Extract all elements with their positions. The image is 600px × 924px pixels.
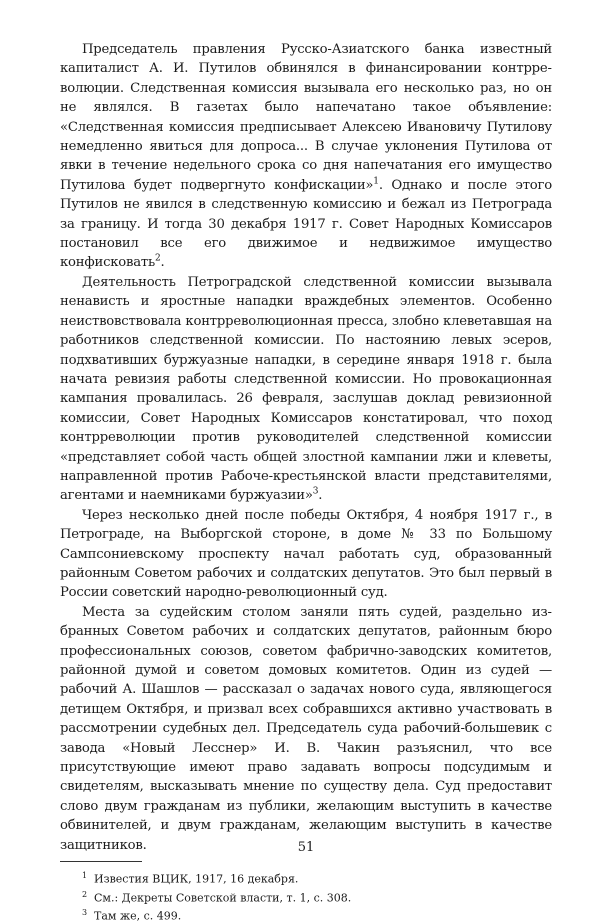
page-number: 51 — [297, 840, 315, 855]
paragraph-text: Председатель правления Русско-Азиатского банка известный капиталист А. И. Путилов обвинялся в финансировании контрреволюции. Следственная комиссия вызывала его несколько раз, но он не являлся. В газетах было напечатано такое объявление: «Следственная комиссия предписывает Алексею Ивановичу Путилову немедленно явиться для допроса... В случае уклонения Путилова от явки в течение недельного срока со дня напечатания его имущество Путилова будет подвергнуто конфискации» — [60, 42, 552, 193]
paragraph-text: Деятельность Петроградской следственной комиссии вызывала ненависть и яростные нападки враждебных элементов. Особенно неиствовствовала контрреволюционная пресса, злобно клеветавшая на работников следственной комиссии. По настоянию левых эсеров, подхвативших буржуазные нападки, в середине января 1918 г. была начата ревизия работы следственной комиссии. Но провокационная кампания провалилась. 26 февраля, заслушав доклад ревизионной комиссии, Совет Народных Комиссаров констатировал, что поход контрреволюции против руководителей следственной комиссии «представляет собой часть общей злостной кампании лжи и клеветы, направленной против Рабоче-крестьянской власти представителями, агентами и наемниками буржуазии» — [60, 274, 552, 504]
footnote-mark: 3 — [82, 908, 88, 918]
paragraph-text: Через несколько дней после победы Октября, 4 ноября 1917 г., в Петрограде, на Выборгской стороне, в доме № 33 по Большому Сампсониевскому проспекту начал работать суд, образованный районным Советом рабочих и солдатских депутатов. Это был первый в России советский народно-революционный суд. — [60, 507, 552, 601]
footnote-divider — [60, 861, 142, 862]
footnote-1 — [60, 868, 552, 887]
paragraph-text: . Однако и после этого Путилов не явился в следственную комиссию и бежал из Петрограда за границу. И тогда 30 декабря 1917 г. Совет Народных Комиссаров постановил все его движимое и недвижимое имущество конфисковать — [60, 177, 552, 271]
footnote-ref: 1 — [373, 176, 379, 187]
paragraph-text: Места за судейским столом заняли пять судей, раздельно избранных Советом рабочих и солдатских депутатов, районным бюро профессиональных союзов, советом фабрично-заводских комитетов, районной думой и советом домовых комитетов. Один из судей — рабочий А. Шашлов — рассказал о задачах нового суда, являющегося детищем Октября, и призвал всех собравшихся активно участвовать в рассмотрении судебных дел. Председатель суда рабочий-большевик с завода «Новый Лесснер» И. В. Чакин разъяснил, что все присутствующие имеют право задавать вопросы подсудимым и свидетелям, высказывать мнение по существу дела. Суд предоставит слово двум гражданам из публики, желающим выступить в качестве обвинителей, и двум гражданам, желающим выступить в качестве защитников. — [60, 604, 552, 853]
footnote-2 — [60, 887, 552, 906]
footnote-text: Известия ВЦИК, 1917, 16 декабря. — [94, 872, 299, 886]
footnote-3 — [60, 905, 552, 924]
footnote-mark: 2 — [82, 889, 88, 899]
footnote-ref: 3 — [312, 486, 319, 497]
footnote-text: Там же, с. 499. — [94, 910, 182, 924]
paragraph-judges — [60, 603, 552, 855]
paragraph-putilov — [60, 40, 552, 273]
footnote-text: См.: Декреты Советской власти, т. 1, с. 308. — [94, 891, 352, 905]
main-text — [60, 40, 552, 855]
footnotes — [60, 868, 552, 924]
paragraph-text: . — [160, 255, 165, 271]
footnote-mark: 1 — [82, 871, 88, 881]
paragraph-commission — [60, 273, 552, 506]
footnote-ref: 2 — [155, 254, 161, 265]
book-page — [60, 40, 552, 924]
paragraph-court-opening — [60, 506, 552, 603]
paragraph-text: . — [318, 488, 323, 504]
